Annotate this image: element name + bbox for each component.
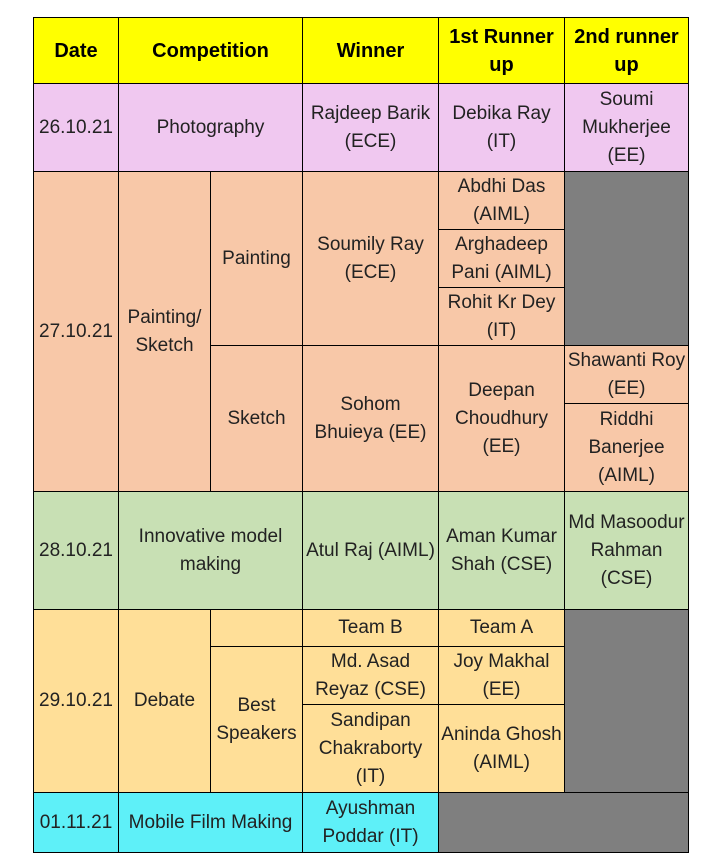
empty-cell xyxy=(565,610,689,793)
winner-cell: Sohom Bhuieya (EE) xyxy=(303,346,439,492)
competition-cell: Innovative model making xyxy=(119,492,303,610)
competition-cell: Debate xyxy=(119,610,211,793)
winner-cell: Soumily Ray (ECE) xyxy=(303,172,439,346)
sub-competition-cell: Sketch xyxy=(211,346,303,492)
date-cell: 27.10.21 xyxy=(34,172,119,492)
header-second-runner-up: 2nd runner up xyxy=(565,18,689,84)
date-cell: 28.10.21 xyxy=(34,492,119,610)
date-cell: 29.10.21 xyxy=(34,610,119,793)
winner-cell: Atul Raj (AIML) xyxy=(303,492,439,610)
speaker-first-runner-up-cell: Joy Makhal (EE) xyxy=(439,647,565,705)
results-table xyxy=(33,17,689,853)
competition-cell: Photography xyxy=(119,84,303,172)
table-row xyxy=(34,610,689,647)
second-runner-up-cell: Soumi Mukherjee (EE) xyxy=(565,84,689,172)
speaker-winner-cell: Sandipan Chakraborty (IT) xyxy=(303,705,439,793)
first-runner-up-cell: Deepan Choudhury (EE) xyxy=(439,346,565,492)
second-runner-up-cell: Md Masoodur Rahman (CSE) xyxy=(565,492,689,610)
date-cell: 01.11.21 xyxy=(34,793,119,853)
empty-cell xyxy=(565,172,689,346)
winner-cell: Rajdeep Barik (ECE) xyxy=(303,84,439,172)
header-date: Date xyxy=(34,18,119,84)
first-runner-up-cell: Debika Ray (IT) xyxy=(439,84,565,172)
table-row xyxy=(34,793,689,853)
first-runner-up-cell: Rohit Kr Dey (IT) xyxy=(439,288,565,346)
table-row xyxy=(34,84,689,172)
first-runner-up-cell: Arghadeep Pani (AIML) xyxy=(439,230,565,288)
team-winner-cell: Team B xyxy=(303,610,439,647)
header-competition: Competition xyxy=(119,18,303,84)
competition-cell: Mobile Film Making xyxy=(119,793,303,853)
second-runner-up-cell: Riddhi Banerjee (AIML) xyxy=(565,404,689,492)
sub-competition-cell: Best Speakers xyxy=(211,647,303,793)
date-cell: 26.10.21 xyxy=(34,84,119,172)
team-first-runner-up-cell: Team A xyxy=(439,610,565,647)
empty-sub-cell xyxy=(211,610,303,647)
header-row xyxy=(34,18,689,84)
table-row xyxy=(34,172,689,230)
speaker-winner-cell: Md. Asad Reyaz (CSE) xyxy=(303,647,439,705)
first-runner-up-cell: Aman Kumar Shah (CSE) xyxy=(439,492,565,610)
competition-cell: Painting/ Sketch xyxy=(119,172,211,492)
empty-cell xyxy=(439,793,689,853)
winner-cell: Ayushman Poddar (IT) xyxy=(303,793,439,853)
header-winner: Winner xyxy=(303,18,439,84)
sub-competition-cell: Painting xyxy=(211,172,303,346)
second-runner-up-cell: Shawanti Roy (EE) xyxy=(565,346,689,404)
speaker-first-runner-up-cell: Aninda Ghosh (AIML) xyxy=(439,705,565,793)
first-runner-up-cell: Abdhi Das (AIML) xyxy=(439,172,565,230)
header-first-runner-up: 1st Runner up xyxy=(439,18,565,84)
table-row xyxy=(34,492,689,610)
